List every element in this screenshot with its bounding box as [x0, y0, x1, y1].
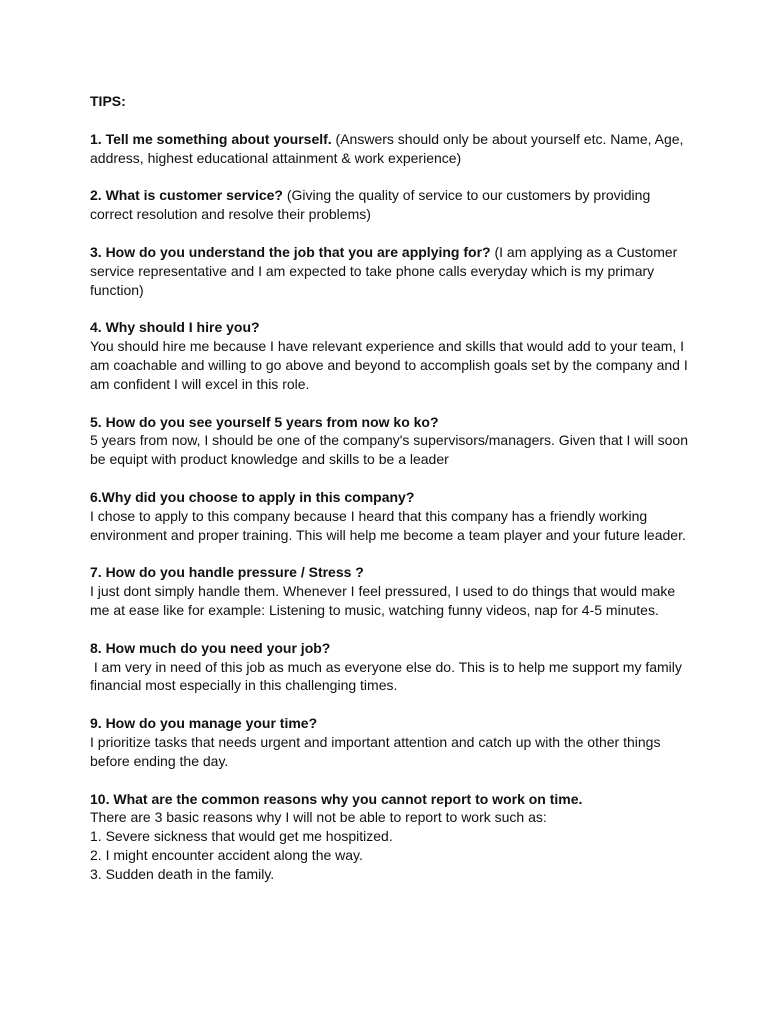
- tip-question: 10. What are the common reasons why you cannot report to work on time.: [90, 790, 583, 807]
- tip-item-4: [90, 318, 690, 393]
- tip-item-10: [90, 790, 690, 884]
- tip-item-2: [90, 186, 690, 224]
- tip-question: 2. What is customer service?: [90, 187, 283, 204]
- list-item: 2. I might encounter accident along the way.: [90, 846, 363, 863]
- tip-answer: I prioritize tasks that needs urgent and important attention and catch up with the other things before ending the day.: [90, 733, 661, 769]
- tip-answer: (Answers should only be about yourself etc. Name, Age, address, highest educational attainment & work experience): [90, 130, 684, 166]
- tip-question: 6.Why did you choose to apply in this company?: [90, 488, 415, 505]
- tip-item-5: [90, 413, 690, 469]
- tip-question: 8. How much do you need your job?: [90, 639, 331, 656]
- tip-item-1: [90, 130, 690, 168]
- tip-answer: (I am applying as a Customer service representative and I am expected to take phone calls everyday which is my primary function): [90, 243, 678, 298]
- tip-question: 9. How do you manage your time?: [90, 715, 318, 732]
- tip-item-3: [90, 243, 690, 299]
- list-item: 3. Sudden death in the family.: [90, 865, 275, 882]
- tip-question: 3. How do you understand the job that you are applying for?: [90, 243, 491, 260]
- list-item: 1. Severe sickness that would get me hospitized.: [90, 828, 393, 845]
- tip-question: 1. Tell me something about yourself.: [90, 130, 332, 147]
- tips-heading: TIPS:: [90, 93, 126, 109]
- tip-item-8: [90, 639, 690, 695]
- tip-item-6: [90, 488, 690, 544]
- document-body: [90, 92, 690, 903]
- tip-answer: (Giving the quality of service to our customers by providing correct resolution and resolve their problems): [90, 187, 651, 223]
- tip-answer: I chose to apply to this company because I heard that this company has a friendly working environment and proper training. This will help me become a team player and your future leader.: [90, 507, 686, 543]
- tip-answer: I am very in need of this job as much as everyone else do. This is to help me support my family financial most especially in this challenging times.: [90, 658, 686, 694]
- tip-item-7: [90, 563, 690, 619]
- tip-answer: You should hire me because I have relevant experience and skills that would add to your team, I am coachable and willing to go above and beyond to accomplish goals set by the company and I am confident I will excel in this role.: [90, 338, 688, 392]
- tip-answer: 5 years from now, I should be one of the company's supervisors/managers. Given that I will soon be equipt with product knowledge and skills to be a leader: [90, 432, 688, 468]
- tip-item-9: [90, 714, 690, 770]
- tip-question: 4. Why should I hire you?: [90, 319, 260, 336]
- tip-question: 7. How do you handle pressure / Stress ?: [90, 564, 364, 581]
- tip-answer: I just dont simply handle them. Whenever I feel pressured, I used to do things that would make me at ease like for example: Listening to music, watching funny videos, nap for 4-5 minutes.: [90, 583, 676, 618]
- tip-answer: There are 3 basic reasons why I will not be able to report to work such as:: [90, 809, 547, 826]
- tip-question: 5. How do you see yourself 5 years from now ko ko?: [90, 413, 439, 430]
